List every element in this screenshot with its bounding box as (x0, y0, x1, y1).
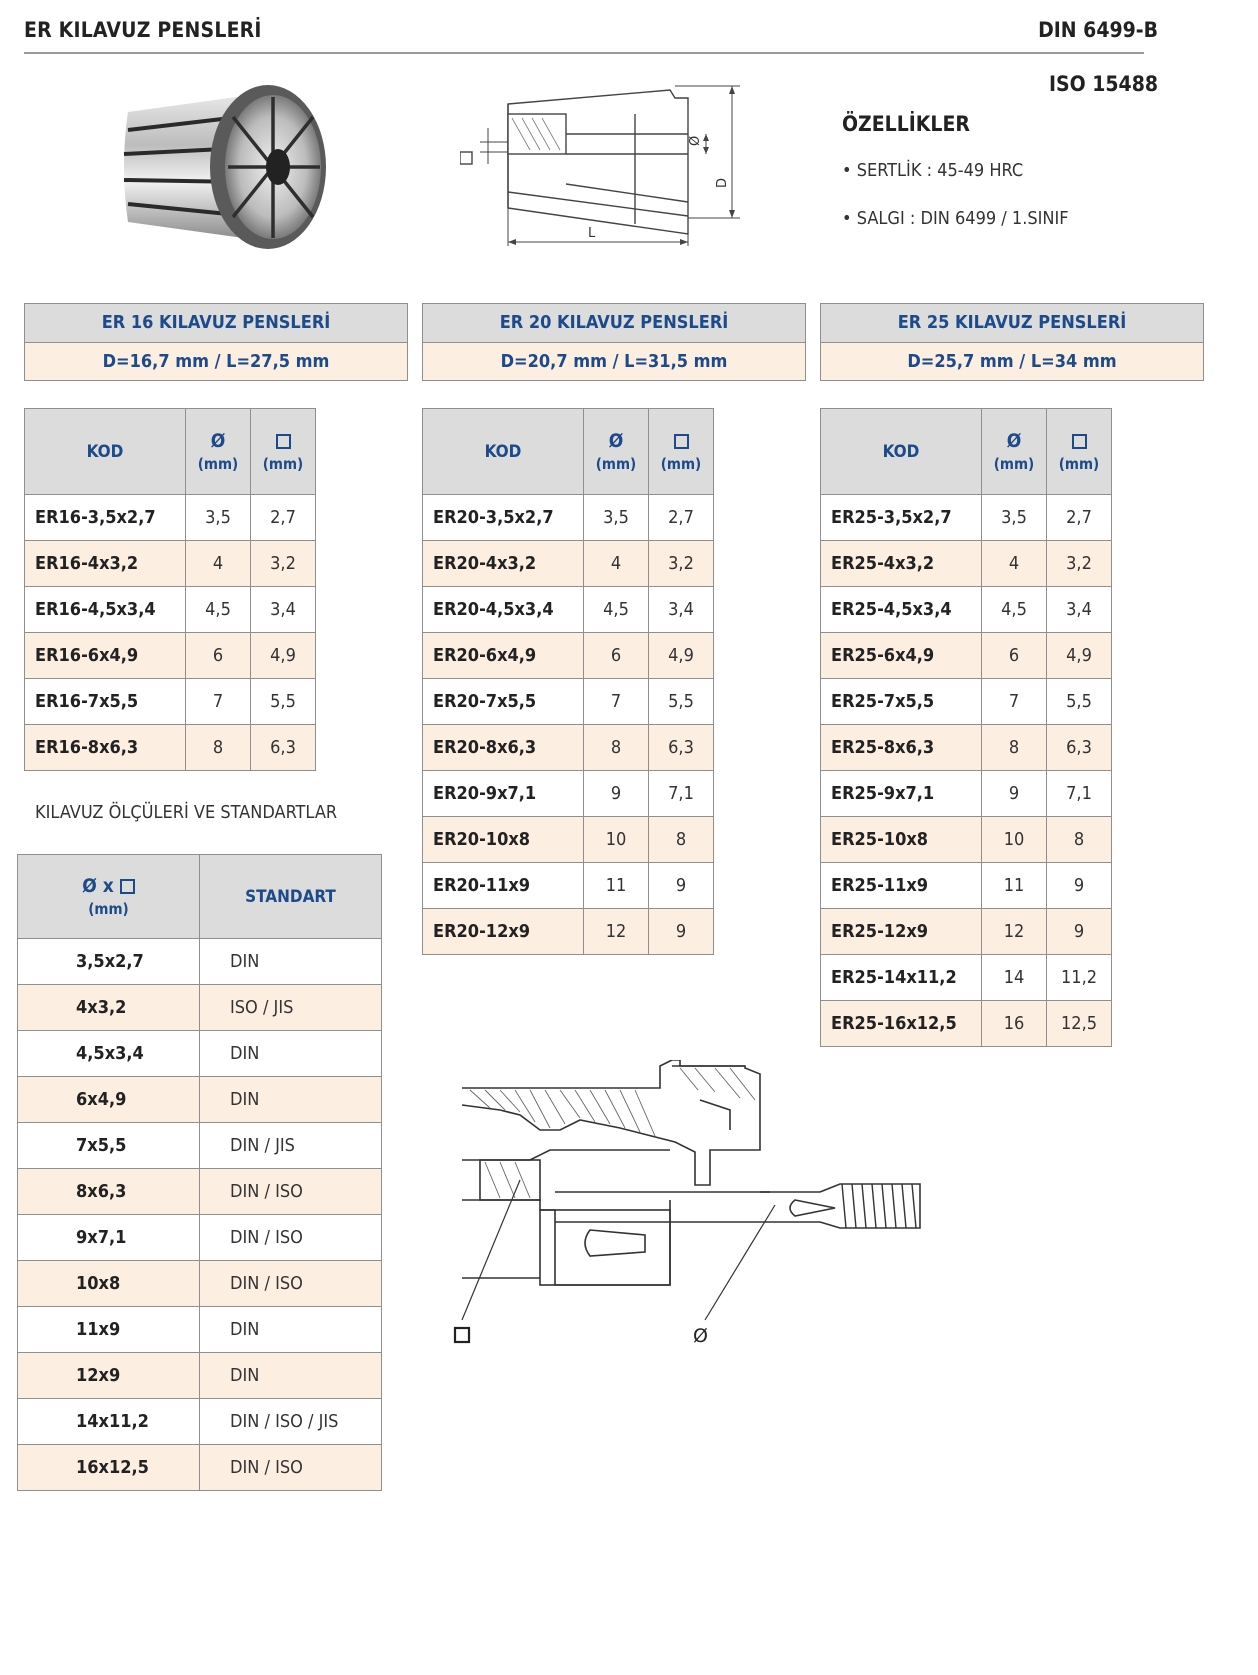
standard-cell: DIN (200, 1077, 382, 1123)
col-dia-header: Ø (mm) (584, 409, 649, 495)
square-cell: 3,4 (1047, 587, 1112, 633)
col-kod-header: KOD (821, 409, 982, 495)
diameter-cell: 7 (584, 679, 649, 725)
square-cell: 3,4 (649, 587, 714, 633)
feature-hardness: • SERTLİK : 45-49 HRC (842, 160, 1024, 181)
square-symbol-icon (1072, 434, 1087, 449)
square-cell: 3,2 (649, 541, 714, 587)
kod-cell: ER25-12x9 (821, 909, 982, 955)
square-cell: 6,3 (251, 725, 316, 771)
table-row (821, 587, 1112, 633)
er16-title-box (24, 303, 408, 381)
page-title: ER KILAVUZ PENSLERİ (24, 18, 262, 42)
table-row (18, 1353, 382, 1399)
square-cell: 9 (649, 863, 714, 909)
square-cell: 9 (1047, 863, 1112, 909)
assembly-diameter-label: Ø (693, 1325, 708, 1347)
kod-cell: ER25-16x12,5 (821, 1001, 982, 1047)
header-divider (24, 52, 1144, 54)
standard-cell: DIN (200, 1031, 382, 1077)
er25-dims: D=25,7 mm / L=34 mm (821, 343, 1203, 380)
table-row (18, 985, 382, 1031)
kod-cell: ER25-14x11,2 (821, 955, 982, 1001)
kod-cell: ER20-10x8 (423, 817, 584, 863)
table-row (423, 633, 714, 679)
square-cell: 6,3 (649, 725, 714, 771)
diameter-cell: 4 (982, 541, 1047, 587)
table-row (18, 1031, 382, 1077)
standard-cell: DIN / JIS (200, 1123, 382, 1169)
size-cell: 3,5x2,7 (18, 939, 200, 985)
standard-cell: DIN (200, 1307, 382, 1353)
square-cell: 8 (649, 817, 714, 863)
diameter-cell: 6 (584, 633, 649, 679)
table-row (821, 633, 1112, 679)
table-row (423, 679, 714, 725)
diameter-cell: 9 (584, 771, 649, 817)
kod-cell: ER20-4x3,2 (423, 541, 584, 587)
er20-title-box (422, 303, 806, 381)
standards-table (17, 854, 382, 1491)
square-cell: 5,5 (1047, 679, 1112, 725)
table-row (423, 771, 714, 817)
kod-cell: ER16-7x5,5 (25, 679, 186, 725)
table-row (18, 1215, 382, 1261)
square-cell: 5,5 (251, 679, 316, 725)
table-row (25, 679, 316, 725)
square-cell: 9 (1047, 909, 1112, 955)
diameter-cell: 6 (982, 633, 1047, 679)
diameter-cell: 7 (982, 679, 1047, 725)
table-row (423, 587, 714, 633)
table-row (18, 1261, 382, 1307)
kod-cell: ER20-12x9 (423, 909, 584, 955)
square-cell: 11,2 (1047, 955, 1112, 1001)
diameter-cell: 8 (186, 725, 251, 771)
standard-cell: DIN / ISO (200, 1261, 382, 1307)
kod-cell: ER20-6x4,9 (423, 633, 584, 679)
square-cell: 12,5 (1047, 1001, 1112, 1047)
diameter-cell: 12 (584, 909, 649, 955)
diameter-icon: Ø (608, 429, 624, 452)
kod-cell: ER20-4,5x3,4 (423, 587, 584, 633)
size-cell: 7x5,5 (18, 1123, 200, 1169)
table-row (25, 495, 316, 541)
col-kod-header: KOD (25, 409, 186, 495)
feature-runout: • SALGI : DIN 6499 / 1.SINIF (842, 208, 1069, 229)
size-cell: 10x8 (18, 1261, 200, 1307)
table-row (18, 1307, 382, 1353)
iso-standard: ISO 15488 (1049, 72, 1158, 96)
diameter-cell: 3,5 (584, 495, 649, 541)
diameter-cell: 4 (186, 541, 251, 587)
er25-title-box (820, 303, 1204, 381)
dim-L-label: L (588, 226, 596, 241)
standard-cell: DIN (200, 939, 382, 985)
kod-cell: ER20-9x7,1 (423, 771, 584, 817)
table-row (821, 1001, 1112, 1047)
er25-table (820, 408, 1112, 1047)
standard-cell: DIN / ISO / JIS (200, 1399, 382, 1445)
square-symbol-icon (120, 879, 135, 894)
square-cell: 6,3 (1047, 725, 1112, 771)
size-cell: 4x3,2 (18, 985, 200, 1031)
size-cell: 16x12,5 (18, 1445, 200, 1491)
kod-cell: ER25-3,5x2,7 (821, 495, 982, 541)
diameter-cell: 8 (982, 725, 1047, 771)
er25-title: ER 25 KILAVUZ PENSLERİ (821, 304, 1203, 343)
diameter-cell: 11 (584, 863, 649, 909)
kod-cell: ER20-3,5x2,7 (423, 495, 584, 541)
square-cell: 7,1 (1047, 771, 1112, 817)
er20-dims: D=20,7 mm / L=31,5 mm (423, 343, 805, 380)
col-square-header: (mm) (649, 409, 714, 495)
standards-caption: KILAVUZ ÖLÇÜLERİ VE STANDARTLAR (35, 802, 338, 823)
kod-cell: ER16-8x6,3 (25, 725, 186, 771)
kod-cell: ER25-4,5x3,4 (821, 587, 982, 633)
col-dia-header: Ø (mm) (186, 409, 251, 495)
square-symbol-icon (455, 1328, 469, 1342)
table-row (423, 817, 714, 863)
square-symbol-icon (674, 434, 689, 449)
table-row (821, 679, 1112, 725)
diameter-cell: 14 (982, 955, 1047, 1001)
kod-cell: ER16-3,5x2,7 (25, 495, 186, 541)
kod-cell: ER16-4,5x3,4 (25, 587, 186, 633)
standard-cell: DIN / ISO (200, 1169, 382, 1215)
table-row (821, 771, 1112, 817)
table-row (18, 1123, 382, 1169)
col-dia-header: Ø (mm) (982, 409, 1047, 495)
table-row (25, 725, 316, 771)
table-row (423, 495, 714, 541)
square-cell: 3,2 (1047, 541, 1112, 587)
table-row (423, 863, 714, 909)
diameter-cell: 4,5 (584, 587, 649, 633)
square-cell: 2,7 (1047, 495, 1112, 541)
diameter-cell: 7 (186, 679, 251, 725)
table-row (423, 909, 714, 955)
size-cell: 14x11,2 (18, 1399, 200, 1445)
square-cell: 2,7 (251, 495, 316, 541)
diameter-cell: 16 (982, 1001, 1047, 1047)
standard-cell: ISO / JIS (200, 985, 382, 1031)
table-row (821, 863, 1112, 909)
diameter-cell: 3,5 (186, 495, 251, 541)
kod-cell: ER25-10x8 (821, 817, 982, 863)
standard-cell: DIN / ISO (200, 1215, 382, 1261)
diameter-cell: 10 (982, 817, 1047, 863)
er16-table (24, 408, 316, 771)
col-standard-header: STANDART (200, 855, 382, 939)
col-square-header: (mm) (251, 409, 316, 495)
table-row (423, 541, 714, 587)
size-cell: 6x4,9 (18, 1077, 200, 1123)
diameter-cell: 8 (584, 725, 649, 771)
kod-cell: ER25-6x4,9 (821, 633, 982, 679)
features-title: ÖZELLİKLER (842, 112, 970, 136)
diameter-cell: 9 (982, 771, 1047, 817)
table-row (18, 1169, 382, 1215)
kod-cell: ER25-9x7,1 (821, 771, 982, 817)
diameter-icon: Ø (1006, 429, 1022, 452)
square-cell: 4,9 (1047, 633, 1112, 679)
diameter-cell: 10 (584, 817, 649, 863)
er16-title: ER 16 KILAVUZ PENSLERİ (25, 304, 407, 343)
er16-dims: D=16,7 mm / L=27,5 mm (25, 343, 407, 380)
square-cell: 3,4 (251, 587, 316, 633)
diameter-cell: 11 (982, 863, 1047, 909)
square-cell: 7,1 (649, 771, 714, 817)
kod-cell: ER25-4x3,2 (821, 541, 982, 587)
table-row (18, 1445, 382, 1491)
square-symbol-icon (460, 152, 472, 164)
size-cell: 11x9 (18, 1307, 200, 1353)
collet-section-drawing (460, 84, 760, 266)
kod-cell: ER20-11x9 (423, 863, 584, 909)
size-cell: 8x6,3 (18, 1169, 200, 1215)
col-square-header: (mm) (1047, 409, 1112, 495)
square-cell: 4,9 (649, 633, 714, 679)
er20-title: ER 20 KILAVUZ PENSLERİ (423, 304, 805, 343)
square-cell: 4,9 (251, 633, 316, 679)
kod-cell: ER25-8x6,3 (821, 725, 982, 771)
kod-cell: ER16-4x3,2 (25, 541, 186, 587)
er20-table (422, 408, 714, 955)
table-row (25, 541, 316, 587)
kod-cell: ER20-7x5,5 (423, 679, 584, 725)
table-row (18, 1077, 382, 1123)
square-cell: 3,2 (251, 541, 316, 587)
table-row (25, 633, 316, 679)
square-cell: 9 (649, 909, 714, 955)
size-cell: 12x9 (18, 1353, 200, 1399)
collet-photo (108, 82, 330, 252)
kod-cell: ER25-11x9 (821, 863, 982, 909)
din-standard: DIN 6499-B (1038, 18, 1158, 42)
kod-cell: ER25-7x5,5 (821, 679, 982, 725)
diameter-cell: 4 (584, 541, 649, 587)
table-row (821, 817, 1112, 863)
size-cell: 9x7,1 (18, 1215, 200, 1261)
table-row (821, 955, 1112, 1001)
diameter-icon: Ø (210, 429, 226, 452)
diameter-cell: 4,5 (186, 587, 251, 633)
table-row (18, 939, 382, 985)
diameter-cell: 6 (186, 633, 251, 679)
square-cell: 8 (1047, 817, 1112, 863)
diameter-cell: 3,5 (982, 495, 1047, 541)
kod-cell: ER20-8x6,3 (423, 725, 584, 771)
kod-cell: ER16-6x4,9 (25, 633, 186, 679)
table-row (821, 909, 1112, 955)
standard-cell: DIN / ISO (200, 1445, 382, 1491)
standard-cell: DIN (200, 1353, 382, 1399)
table-row (18, 1399, 382, 1445)
table-row (423, 725, 714, 771)
dim-D-label: D (715, 177, 730, 188)
size-cell: 4,5x3,4 (18, 1031, 200, 1077)
table-row (821, 725, 1112, 771)
col-kod-header: KOD (423, 409, 584, 495)
tap-assembly-drawing (440, 1060, 970, 1350)
dim-diameter-label: Ø (688, 135, 703, 146)
square-cell: 2,7 (649, 495, 714, 541)
diameter-cell: 12 (982, 909, 1047, 955)
col-size-header: Ø x (mm) (18, 855, 200, 939)
square-cell: 5,5 (649, 679, 714, 725)
diameter-cell: 4,5 (982, 587, 1047, 633)
table-row (25, 587, 316, 633)
square-symbol-icon (276, 434, 291, 449)
table-row (821, 495, 1112, 541)
table-row (821, 541, 1112, 587)
